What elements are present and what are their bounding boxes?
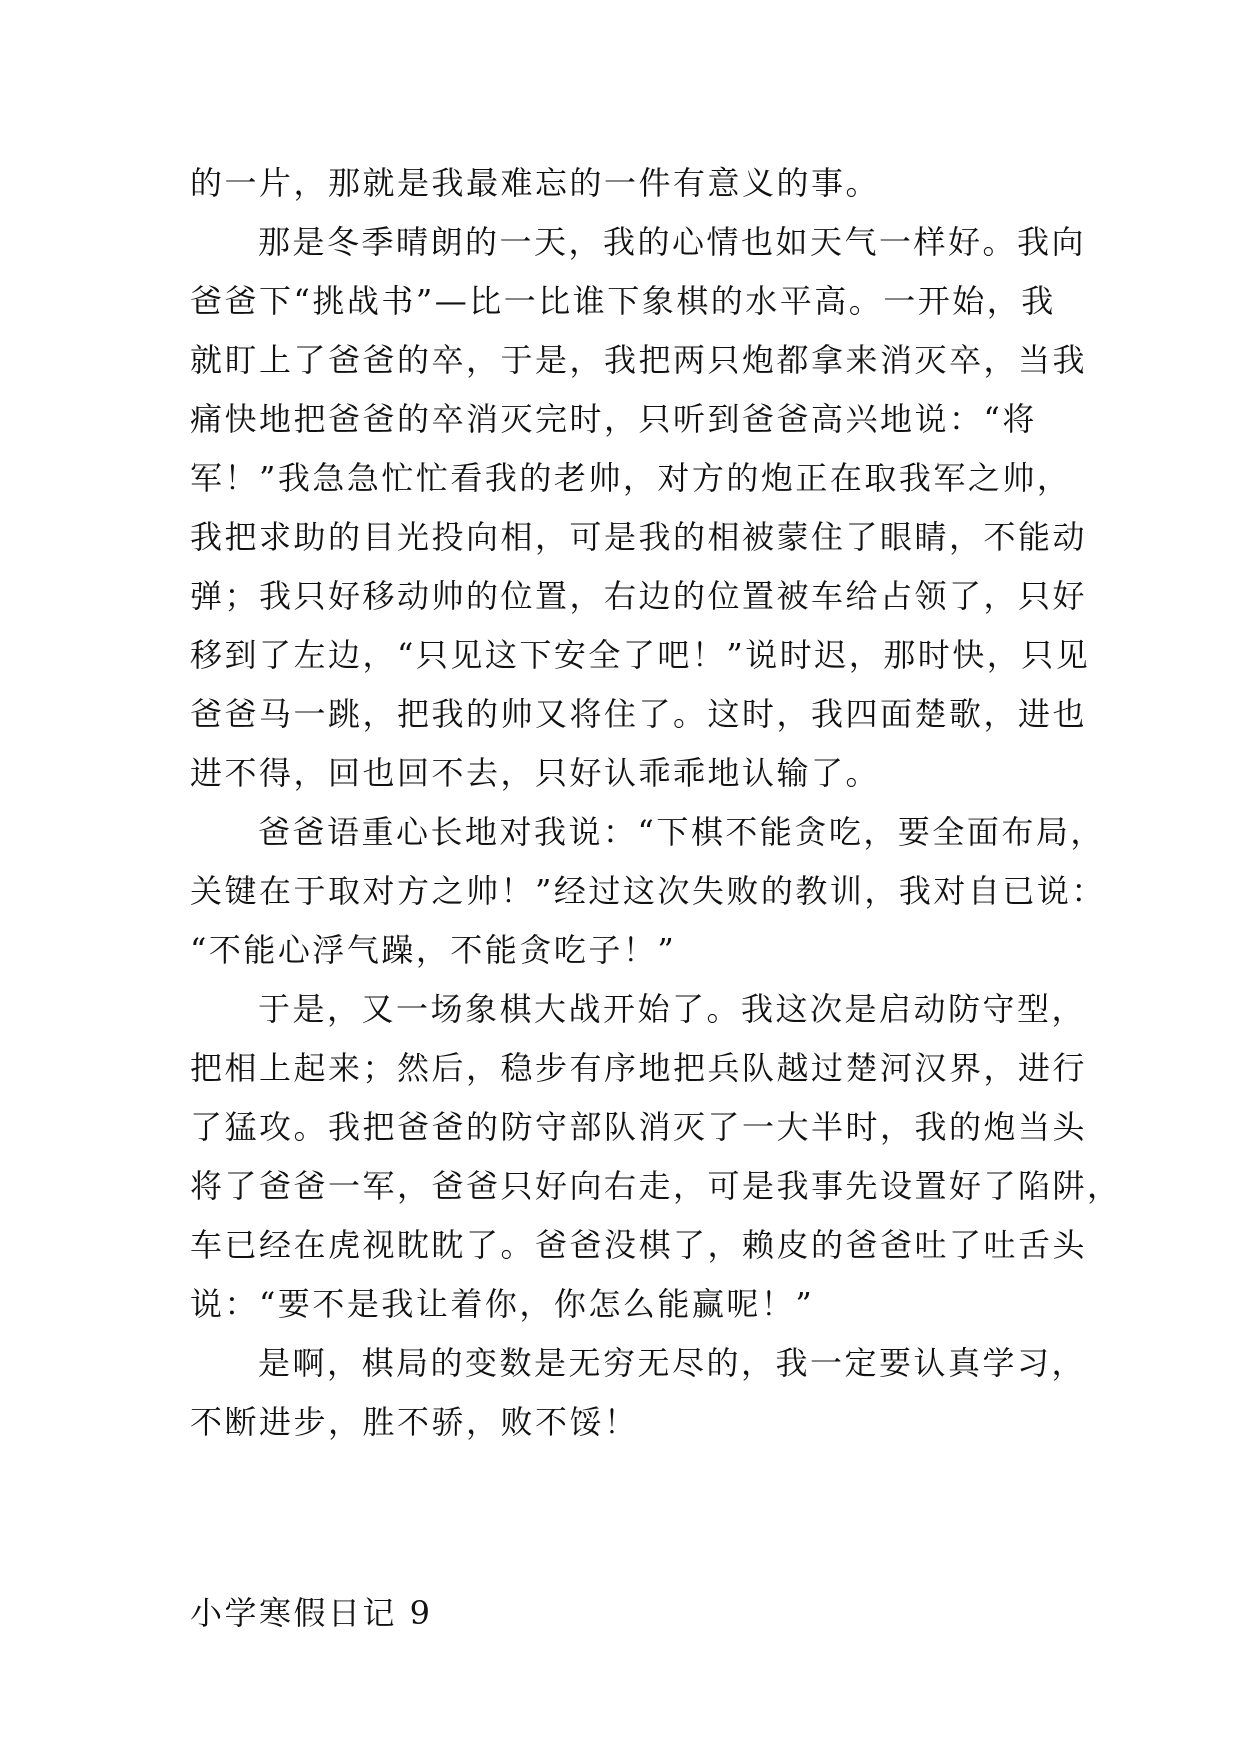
diary-body: [190, 154, 1122, 1452]
text-line: 军！”我急急忙忙看我的老帅，对方的炮正在取我军之帅，: [190, 459, 1072, 497]
text-line: “不能心浮气躁，不能贪吃子！”: [190, 931, 677, 969]
text-line: 说：“要不是我让着你，你怎么能赢呢！”: [190, 1285, 815, 1323]
text-line: 将了爸爸一军，爸爸只好向右走，可是我事先设置好了陷阱，: [190, 1167, 1122, 1205]
text-line: 爸爸下“挑战书”—比一比谁下象棋的水平高。一开始，我: [190, 282, 1056, 320]
text-line: 痛快地把爸爸的卒消灭完时，只听到爸爸高兴地说：“将: [190, 400, 1037, 438]
paragraph-5: [190, 1334, 1090, 1452]
text-line: 移到了左边，“只见这下安全了吧！”说时迟，那时快，只见: [190, 636, 1091, 674]
section-title: 小学寒假日记 9: [190, 1594, 433, 1632]
text-line: 了猛攻。我把爸爸的防守部队消灭了一大半时，我的炮当头: [190, 1108, 1088, 1146]
text-line: 不断进步，胜不骄，败不馁！: [190, 1403, 639, 1441]
text-line: 是啊，棋局的变数是无穷无尽的，我一定要认真学习，: [258, 1344, 1087, 1382]
text-line: 进不得，回也回不去，只好认乖乖地认输了。: [190, 754, 881, 792]
paragraph-3: [190, 803, 1106, 980]
text-line: 车已经在虎视眈眈了。爸爸没棋了，赖皮的爸爸吐了吐舌头: [190, 1226, 1088, 1264]
text-line: 爸爸语重心长地对我说：“下棋不能贪吃，要全面布局，: [258, 813, 1105, 851]
paragraph-4: [190, 980, 1122, 1334]
text-line: 那是冬季晴朗的一天，我的心情也如天气一样好。我向: [258, 223, 1087, 261]
text-line: 的一片，那就是我最难忘的一件有意义的事。: [190, 164, 881, 202]
text-line: 关键在于取对方之帅！”经过这次失败的教训，我对自已说：: [190, 872, 1106, 910]
text-line: 爸爸马一跳，把我的帅又将住了。这时，我四面楚歌，进也: [190, 695, 1088, 733]
text-line: 把相上起来；然后，稳步有序地把兵队越过楚河汉界，进行: [190, 1049, 1088, 1087]
paragraph-1: [190, 154, 1090, 213]
paragraph-2: [190, 213, 1090, 803]
text-line: 就盯上了爸爸的卒，于是，我把两只炮都拿来消灭卒，当我: [190, 341, 1088, 379]
text-line: 弹；我只好移动帅的位置，右边的位置被车给占领了，只好: [190, 577, 1088, 615]
text-line: 于是，又一场象棋大战开始了。我这次是启动防守型，: [258, 990, 1087, 1028]
text-line: 我把求助的目光投向相，可是我的相被蒙住了眼睛，不能动: [190, 518, 1088, 556]
